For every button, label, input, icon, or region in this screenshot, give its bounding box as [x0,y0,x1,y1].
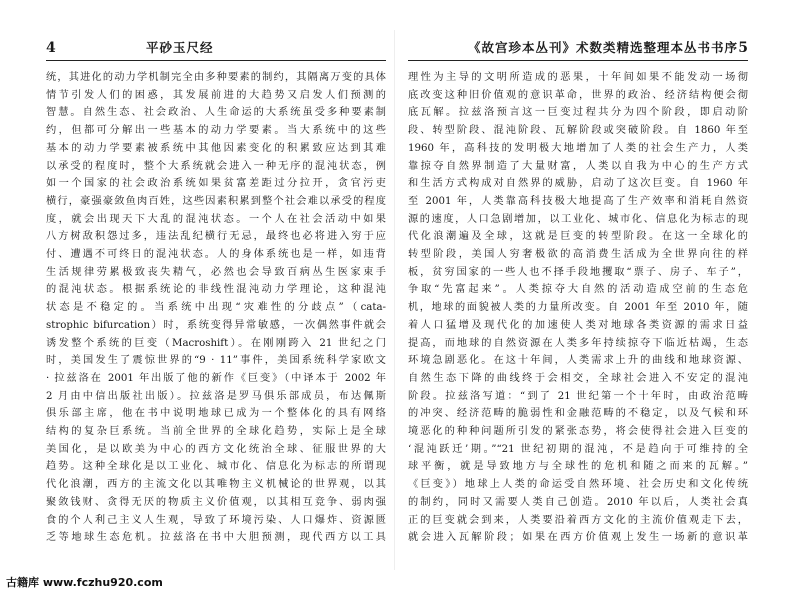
right-page [408,38,748,566]
right-text-line: 1960 年，高科技的发明极大地增加了人类的社会生产力，人类 [408,142,748,154]
right-text-line: 提高，而地球的自然资源在人类多年持续掠夺下临近枯竭，生态 [408,337,748,349]
right-text-line: 板，贫穷国家的一些人也不择手段地攫取“票子、房子、车子”， [408,266,748,278]
right-text-line: 底改变这种旧价值观的意识革命，世界的政治、经济结构便会彻 [408,89,748,101]
left-text-line: 聚敛钱财、贪得无厌的物质主义价值观，以其相互竞争、弱肉强 [46,496,386,508]
left-text-line: 如一个国家的社会政治系统如果贫富差距过分拉开，贪官污吏 [46,178,386,190]
right-text-line: 机，地球的面貌被人类的力量所改变。自 2001 年至 2010 年，随 [408,302,748,314]
right-text-line: 靠掠夺自然界制造了大量财富，人类以自我为中心的生产方式 [408,160,748,172]
right-text-line: 代化浪潮遍及全球，这就是巨变的转型阶段。在这一全球化的 [408,231,748,243]
right-text-line: 阶段。拉兹洛写道：“到了 21 世纪第一个十年时，由政治范畴 [408,390,748,402]
left-text-line: 趋势。这种全球化是以工业化、城市化、信息化为标志的所谓现 [46,461,386,473]
right-text-line: 转型阶段，美国人穷奢极欲的高消费生活成为全世界向往的样 [408,249,748,261]
left-running-head: 平砂玉尺经 [146,40,214,55]
right-text-line: 至 2001 年，人类靠高科技极大地提高了生产效率和消耗自然资 [408,195,748,207]
left-text-line: 状态是不稳定的。当系统中出现“灾难性的分歧点”（cata- [46,302,386,314]
right-text-line: ‘混沌跃迁’期。”“21 世纪初期的混沌，不是趋向于可维持的全 [408,443,748,455]
left-page-header [46,38,386,61]
left-text-line: 的混沌状态。根据系统论的非线性混沌动力学理论，这种混沌 [46,284,386,296]
page-gutter [394,30,395,570]
left-text-line: 乏等地球生态危机。拉兹洛在书中大胆预测，现代西方以工具 [46,532,386,544]
right-text-line: 就会进入瓦解阶段；如果在西方价值观上发生一场新的意识革 [408,532,748,544]
left-page-number: 4 [46,40,56,56]
right-text-line: 自然生态下降的曲线终于会相交，全球社会进入不安定的混沌 [408,372,748,384]
left-text-line: 约，但都可分解出一些基本的动力学要素。当大系统中的这些 [46,125,386,137]
right-page-body [408,69,748,567]
left-text-line: 代化浪潮，西方的主流文化以其唯物主义机械论的世界观，以其 [46,479,386,491]
left-text-line: 食的个人利己主义人生观，导致了环境污染、人口爆炸、资源匮 [46,514,386,526]
left-text-line: 付、遭遇不可终日的混沌状态。人的身体系统也是一样，如违背 [46,249,386,261]
left-text-line: 智慧。自然生态、社会政治、人生命运的大系统虽受多种要素制 [46,107,386,119]
right-page-header [408,38,748,61]
right-text-line: 底瓦解。拉兹洛预言这一巨变过程共分为四个阶段，即启动阶 [408,107,748,119]
right-text-line: 和生活方式构成对自然界的威胁，启动了这次巨变。自 1960 年 [408,178,748,190]
right-text-line: 的冲突、经济范畴的脆弱性和金融范畴的不稳定，以及气候和环 [408,408,748,420]
right-text-line: 《巨变》）地球上人类的命运受自然环境、社会历史和文化传统 [408,479,748,491]
left-text-line: strophic bifurcation）时，系统变得异常敏感，一次偶然事件就会 [46,319,386,331]
right-page-number: 5 [738,40,748,56]
right-running-head: 《故宫珍本丛刊》术数类精选整理本丛书书序 [468,40,739,55]
left-text-line: 时，美国发生了震惊世界的“9 · 11”事件，美国系统科学家欧文 [46,355,386,367]
right-text-line: 段、转型阶段、混沌阶段、瓦解阶段或突破阶段。自 1860 年至 [408,125,748,137]
site-watermark: 古籍库 www.fczhu920.com [6,576,163,589]
left-text-line: 俱乐部主席，他在书中说明地球已成为一个整体化的具有网络 [46,408,386,420]
left-text-line: 情节引发人们的困惑，其发展前进的大趋势又启发人们预测的 [46,89,386,101]
right-text-line: 球平衡，就是导致地方与全球性的危机和随之而来的瓦解。” [408,461,748,473]
left-text-line: 生活规律劳累极致丧失精气，必然也会导致百病丛生医家束手 [46,266,386,278]
left-text-line: 结构的复杂巨系统。当前全世界的全球化趋势，实际上是全球 [46,426,386,438]
right-text-line: 正的巨变就会到来，人类要沿着西方文化的主流价值观走下去， [408,514,748,526]
right-text-line: 争取“先富起来”。人类掠夺大自然的活动造成空前的生态危 [408,284,748,296]
right-text-line: 着人口猛增及现代化的加速使人类对地球各类资源的需求日益 [408,319,748,331]
left-text-line: · 拉兹洛在 2001 年出版了他的新作《巨变》（中译本于 2002 年 [46,372,386,384]
left-text-line: 以承受的程度时，整个大系统就会进入一种无序的混沌状态，例 [46,160,386,172]
left-text-line: 度，就会出现天下大乱的混沌状态。一个人在社会活动中如果 [46,213,386,225]
right-text-line: 的制约，同时又需要人类自己创造。2010 年以后，人类社会真 [408,496,748,508]
left-page-body [46,69,386,567]
left-text-line: 八方树敌积怨过多，违法乱纪横行无忌，最终也必将进入穷于应 [46,231,386,243]
left-page [46,38,386,566]
right-text-line: 境恶化的种种问题所引发的紧张态势，将会使得社会进入巨变的 [408,426,748,438]
left-text-line: 统，其进化的动力学机制完全由多种要素的制约，其隔离万变的具体 [46,72,386,83]
left-text-line: 诱发整个系统的巨变（Macroshift）。在刚刚跨入 21 世纪之门 [46,337,386,349]
right-text-line: 源的速度，人口急剧增加，以工业化、城市化、信息化为标志的现 [408,213,748,225]
right-text-line: 环境急剧恶化。在这十年间，人类需求上升的曲线和地球资源、 [408,355,748,367]
left-text-line: 基本的动力学要素被系统中其他因素变化的积累致应达到其难 [46,142,386,154]
left-text-line: 2 月由中信出版社出版）。拉兹洛是罗马俱乐部成员，布达佩斯 [46,390,386,402]
left-text-line: 横行，豪强豪敛鱼肉百姓，这些因素积累到整个社会难以承受的程度 [46,195,386,207]
right-text-line: 理性为主导的文明所造成的恶果，十年间如果不能发动一场彻 [408,72,748,83]
left-text-line: 美国化，是以欧美为中心的西方文化统治全球、征服世界的大 [46,443,386,455]
